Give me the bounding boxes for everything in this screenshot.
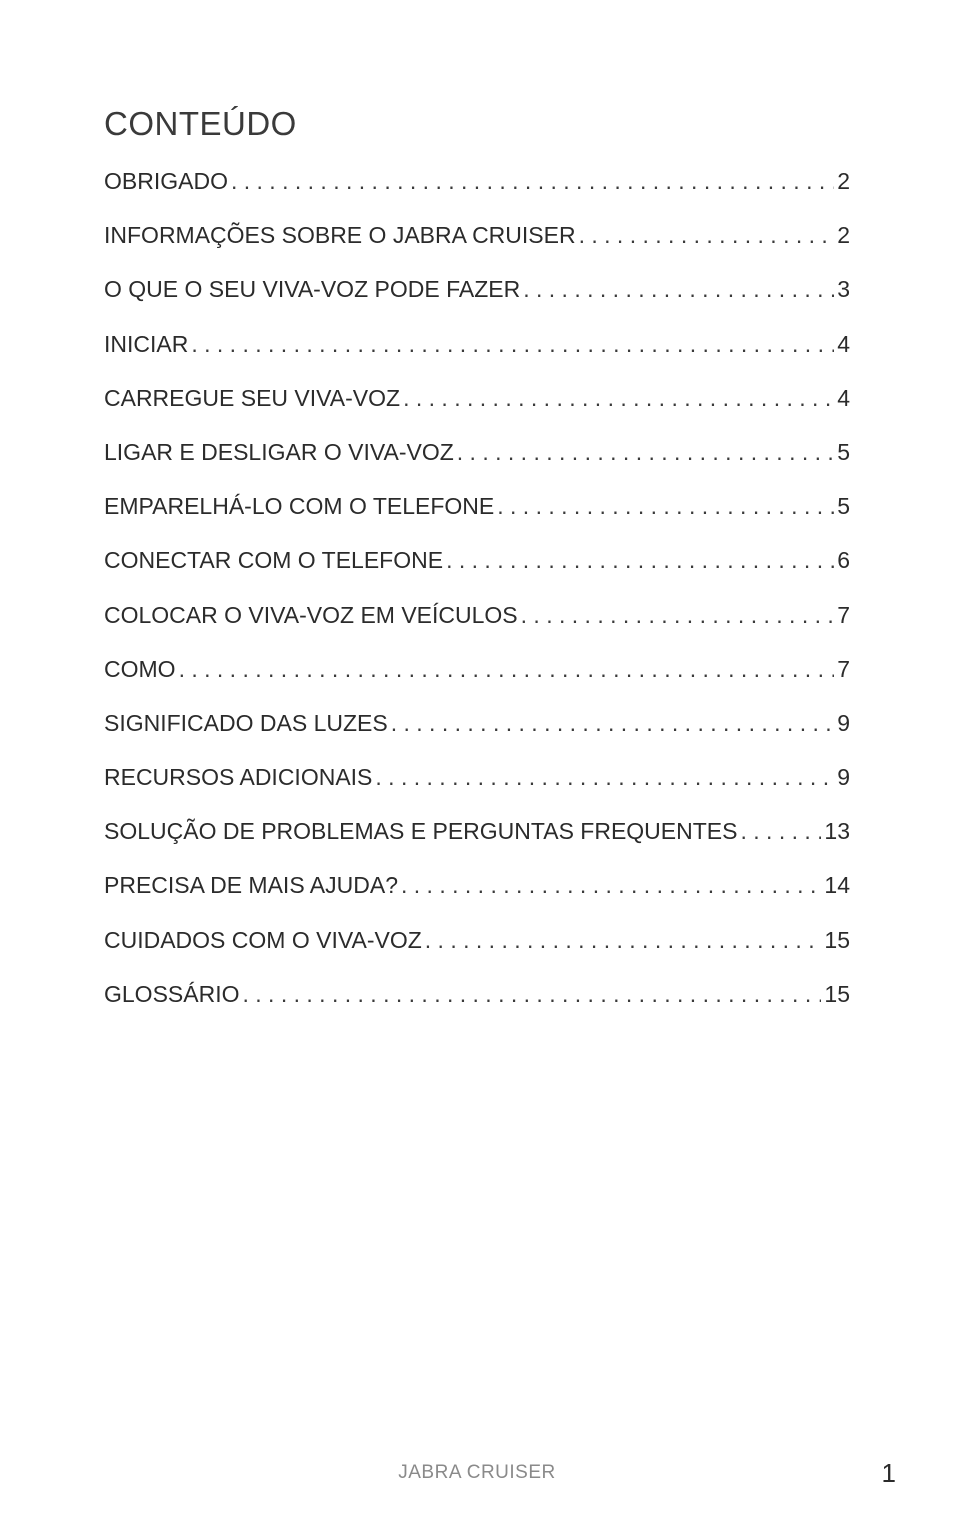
toc-entry-label: CUIDADOS COM O VIVA-VOZ [104,926,422,953]
toc-entry[interactable] [104,588,850,642]
toc-entry-page: 7 [837,655,850,682]
toc-entry-label: COLOCAR O VIVA-VOZ EM VEÍCULOS [104,601,518,628]
toc-entry-label: INICIAR [104,330,189,357]
toc-entry[interactable] [104,154,850,208]
footer-product-name: JABRA CRUISER [398,1462,556,1483]
toc-dot-leader [403,371,834,425]
toc-dot-leader [191,317,834,371]
toc-dot-leader [391,696,834,750]
toc-entry[interactable] [104,262,850,316]
toc-entry-page: 5 [837,438,850,465]
toc-entry[interactable] [104,479,850,533]
toc-entry-label: CONECTAR COM O TELEFONE [104,547,444,574]
toc-entry-label: GLOSSÁRIO [104,980,240,1007]
toc-entry-label: OBRIGADO [104,168,228,194]
toc-entry[interactable] [104,804,850,858]
toc-entry-label: COMO [104,655,176,682]
toc-entry-label: EMPARELHÁ-LO COM O TELEFONE [104,493,495,520]
toc-entry-page: 6 [837,547,850,574]
toc-entry[interactable] [104,750,850,804]
page-number: 1 [881,1458,896,1488]
toc-dot-leader [457,425,834,479]
table-of-contents [104,154,850,1021]
toc-entry[interactable] [104,967,850,1021]
toc-dot-leader [242,967,821,1021]
toc-entry-label: O QUE O SEU VIVA-VOZ PODE FAZER [104,276,521,303]
toc-entry-page: 15 [824,926,850,953]
toc-entry-label: LIGAR E DESLIGAR O VIVA-VOZ [104,438,454,465]
toc-entry-page: 5 [837,493,850,520]
toc-dot-leader [579,208,835,262]
toc-entry-label: INFORMAÇÕES SOBRE O JABRA CRUISER [104,222,576,249]
toc-entry-page: 13 [824,818,850,845]
toc-entry[interactable] [104,371,850,425]
toc-entry[interactable] [104,208,850,262]
toc-dot-leader [231,154,834,208]
toc-entry-page: 4 [837,384,850,411]
toc-entry[interactable] [104,317,850,371]
toc-entry-page: 2 [837,168,850,194]
page-title: CONTEÚDO [104,105,297,142]
toc-dot-leader [497,479,834,533]
toc-entry[interactable] [104,913,850,967]
toc-entry-page: 3 [837,276,850,303]
toc-entry-page: 15 [824,980,850,1007]
toc-dot-leader [425,913,822,967]
toc-entry-page: 7 [837,601,850,628]
toc-entry[interactable] [104,858,850,912]
toc-entry[interactable] [104,425,850,479]
toc-entry-label: SOLUÇÃO DE PROBLEMAS E PERGUNTAS FREQUENTES [104,818,738,845]
toc-dot-leader [740,804,821,858]
toc-dot-leader [375,750,834,804]
toc-entry-page: 14 [824,872,850,899]
toc-dot-leader [521,588,835,642]
toc-dot-leader [401,858,821,912]
toc-entry-page: 4 [837,330,850,357]
toc-dot-leader [446,533,834,587]
toc-entry[interactable] [104,696,850,750]
toc-entry-page: 2 [837,222,850,249]
toc-entry[interactable] [104,533,850,587]
toc-dot-leader [179,642,835,696]
toc-entry-label: SIGNIFICADO DAS LUZES [104,709,388,736]
toc-entry-label: RECURSOS ADICIONAIS [104,764,373,791]
toc-entry-label: PRECISA DE MAIS AJUDA? [104,872,398,899]
toc-entry-label: CARREGUE SEU VIVA-VOZ [104,384,401,411]
toc-dot-leader [523,262,834,316]
toc-entry[interactable] [104,642,850,696]
toc-entry-page: 9 [837,709,850,736]
toc-entry-page: 9 [837,764,850,791]
